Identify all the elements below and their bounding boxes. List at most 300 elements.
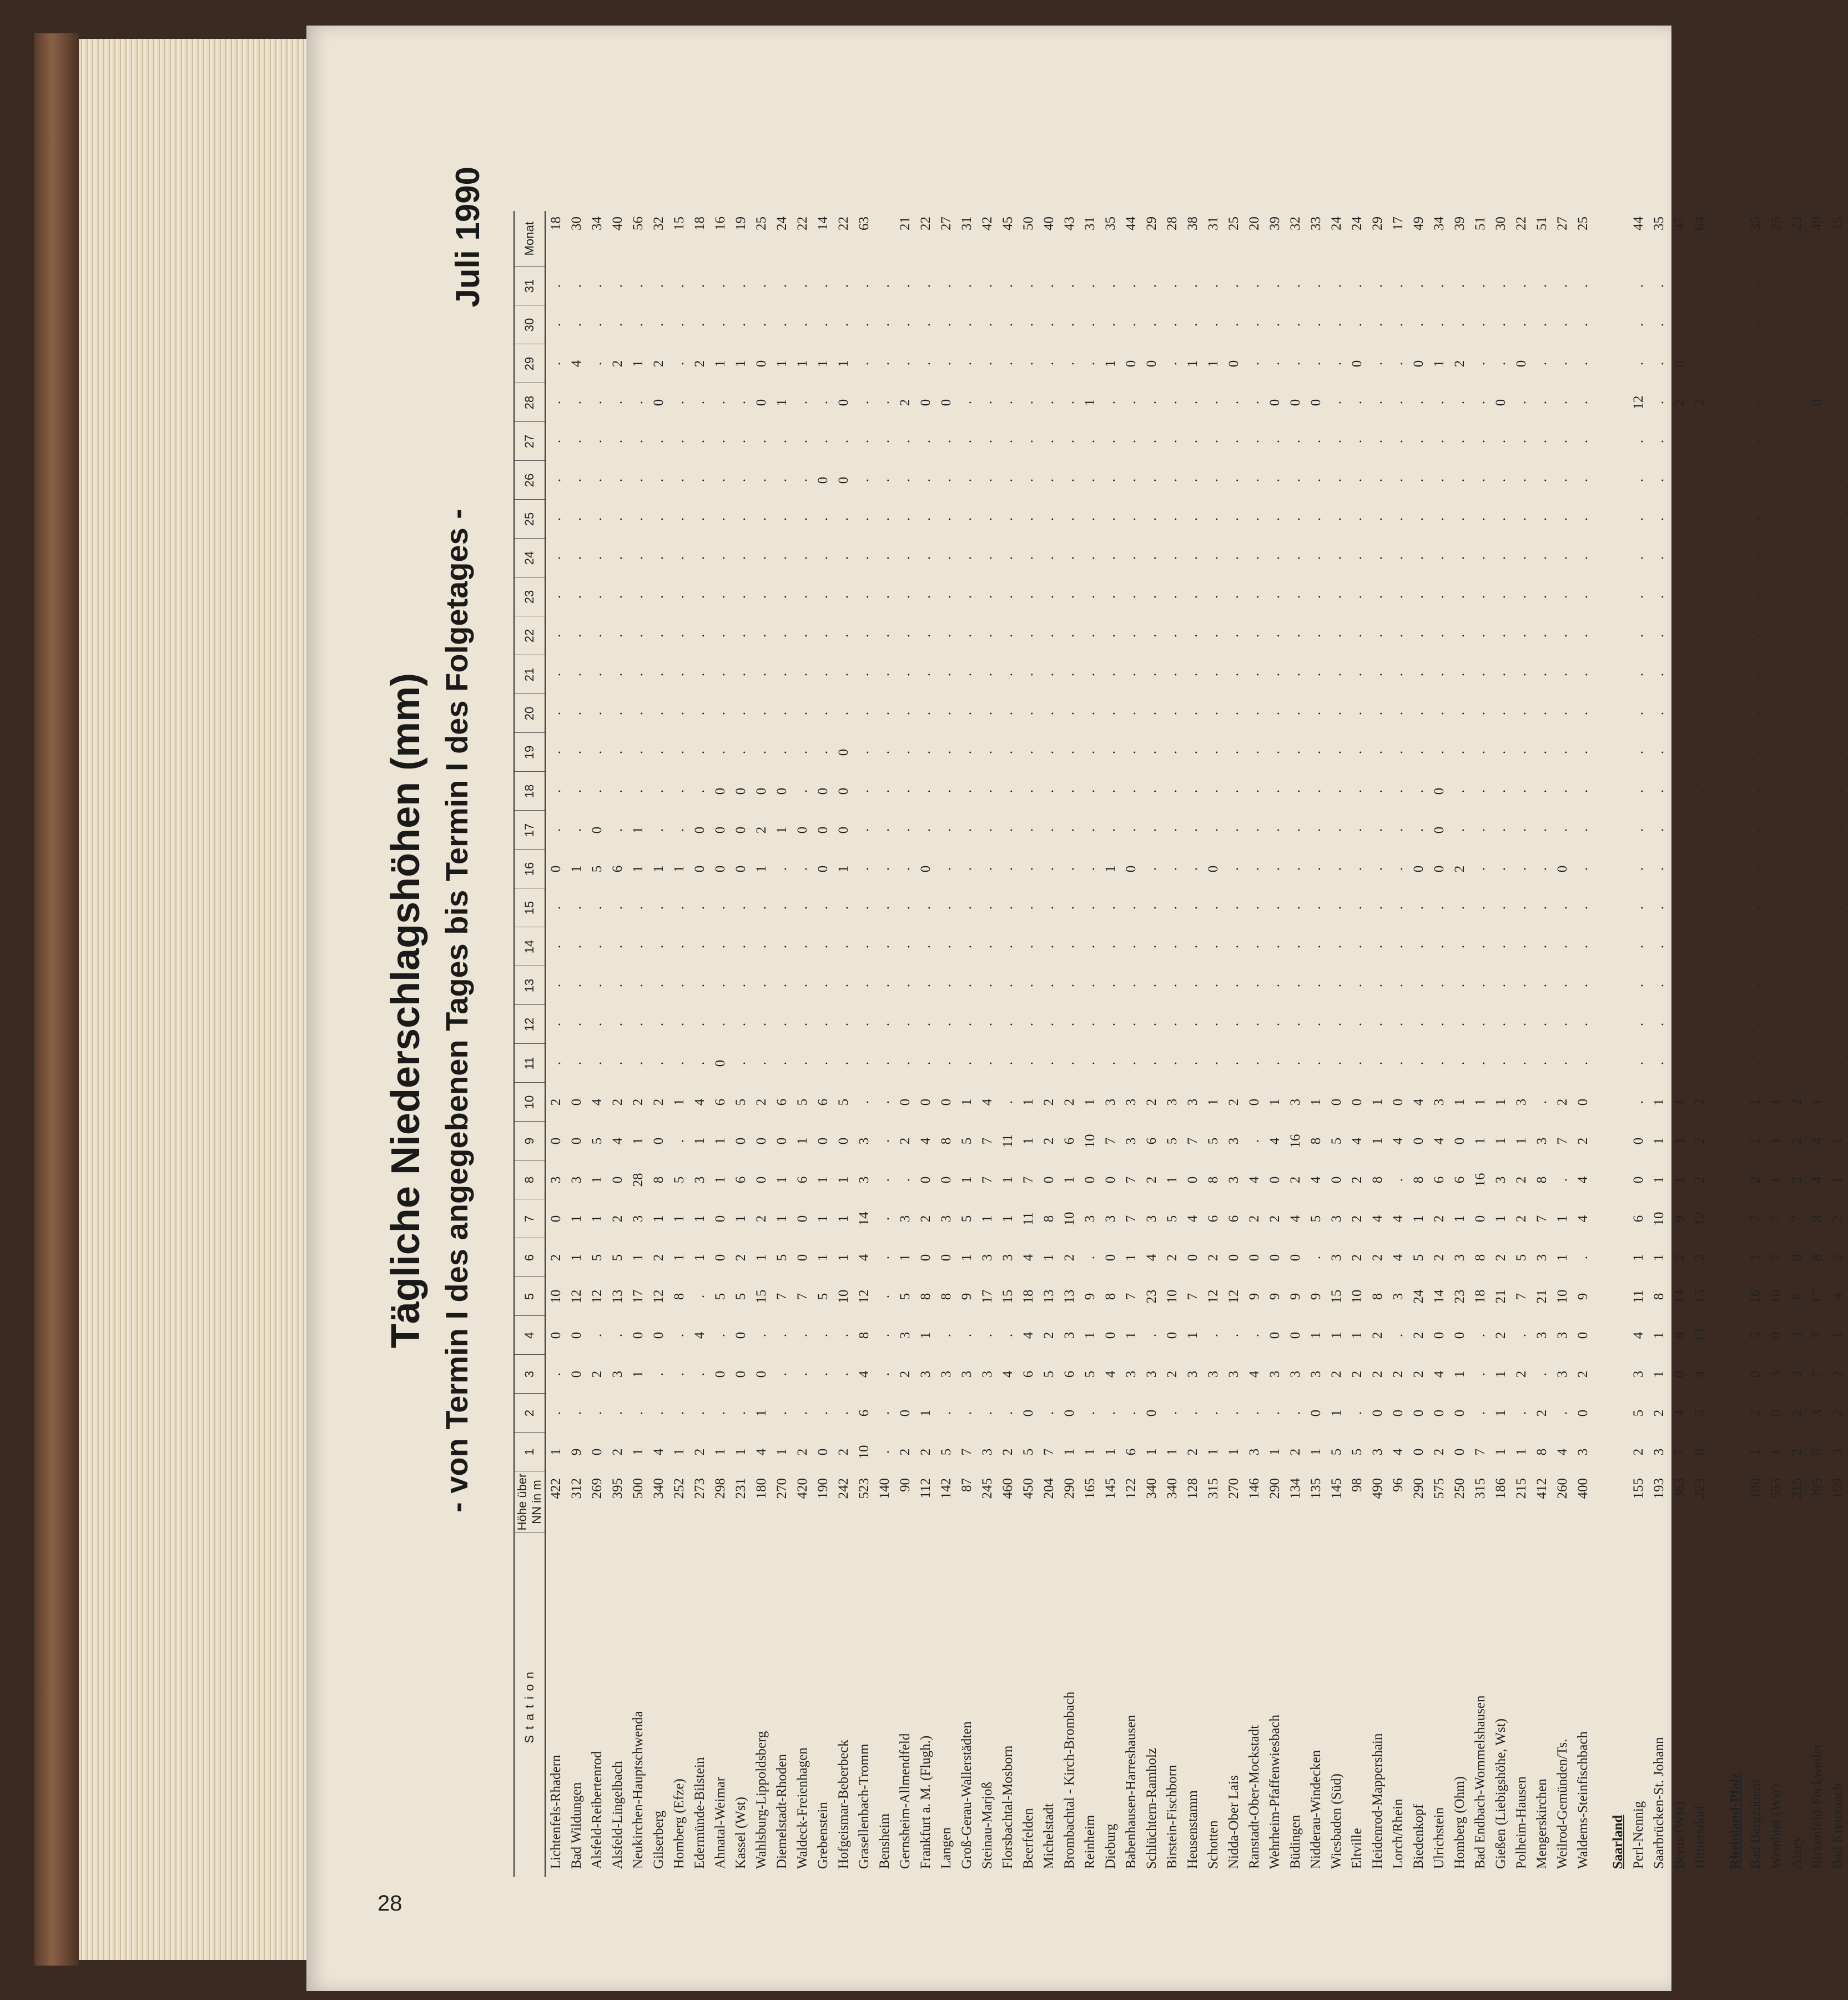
day-column-header: 8 <box>514 1160 545 1199</box>
daily-value: 0 <box>1123 360 1139 368</box>
daily-value: . <box>1185 983 1200 988</box>
daily-value: . <box>712 284 728 288</box>
daily-value: . <box>568 1411 584 1415</box>
month-total: 30 <box>568 217 584 230</box>
station-height: 269 <box>589 1478 605 1499</box>
daily-value: 5 <box>1041 1370 1056 1378</box>
daily-value: . <box>1554 983 1570 988</box>
daily-value: . <box>1748 595 1763 599</box>
daily-value: 9 <box>1671 1215 1687 1223</box>
daily-value: . <box>1575 828 1590 832</box>
daily-value: . <box>1452 906 1467 910</box>
table-row <box>1745 211 1766 1877</box>
daily-value: 1 <box>918 1409 933 1417</box>
daily-value: . <box>1651 906 1666 910</box>
daily-value: . <box>630 672 646 677</box>
daily-value: . <box>1082 1061 1097 1066</box>
daily-value: . <box>835 1372 851 1376</box>
daily-value: 2 <box>1692 1176 1708 1184</box>
daily-value: . <box>1308 1061 1323 1066</box>
daily-value: . <box>1431 1022 1447 1027</box>
daily-value: . <box>692 906 707 910</box>
daily-value: 8 <box>1369 1293 1385 1300</box>
daily-value: . <box>1671 284 1687 288</box>
daily-value: 6 <box>712 1098 728 1106</box>
day-column-header: 22 <box>514 616 545 655</box>
daily-value: . <box>1082 789 1097 793</box>
daily-value: 4 <box>1830 1293 1845 1300</box>
table-row <box>1100 211 1121 1877</box>
daily-value: . <box>1123 944 1139 949</box>
daily-value: . <box>1575 789 1590 793</box>
daily-value: . <box>856 478 872 483</box>
daily-value: . <box>1226 1022 1241 1027</box>
daily-value: . <box>589 556 605 560</box>
daily-value: . <box>1472 1333 1488 1338</box>
daily-value: 1 <box>794 360 810 368</box>
daily-value: . <box>1164 1061 1180 1066</box>
daily-value: 9 <box>1575 1293 1590 1300</box>
daily-value: . <box>568 711 584 716</box>
daily-value: 3 <box>1267 1370 1282 1378</box>
daily-value: . <box>1205 400 1221 405</box>
region-group-label: Rheinland-Pfalz <box>1727 1772 1743 1869</box>
daily-value: . <box>1308 750 1323 755</box>
daily-value: . <box>1102 400 1118 405</box>
station-name: Schlüchtern-Ramholz <box>1144 1748 1159 1869</box>
daily-value: . <box>918 789 933 793</box>
daily-value: . <box>589 323 605 327</box>
daily-value: 0 <box>1144 1409 1159 1417</box>
daily-value: 4 <box>1411 1098 1426 1106</box>
daily-value: . <box>877 439 892 444</box>
daily-value: . <box>1328 556 1344 560</box>
daily-value: . <box>1748 1061 1763 1066</box>
daily-value: . <box>1369 983 1385 988</box>
daily-value: . <box>1328 828 1344 832</box>
daily-value: . <box>1513 983 1529 988</box>
daily-value: . <box>1246 1411 1262 1415</box>
daily-value: . <box>692 1411 707 1415</box>
station-height: 87 <box>959 1478 974 1492</box>
daily-value: . <box>1513 439 1529 444</box>
daily-value: . <box>610 400 625 405</box>
daily-value: 0 <box>733 1370 748 1378</box>
daily-value: . <box>692 672 707 677</box>
daily-value: . <box>815 556 830 560</box>
daily-value: 0 <box>1267 1331 1282 1339</box>
station-height: 273 <box>692 1478 707 1499</box>
daily-value: 0 <box>712 1254 728 1262</box>
daily-value: . <box>1061 672 1077 677</box>
daily-value: 1 <box>1768 1137 1784 1145</box>
daily-value: 1 <box>1102 1448 1118 1456</box>
table-row <box>833 211 854 1877</box>
daily-value: 1 <box>1651 1098 1666 1106</box>
daily-value: . <box>671 595 687 599</box>
daily-value: . <box>733 711 748 716</box>
station-height: 122 <box>1123 1478 1139 1499</box>
daily-value: . <box>671 1061 687 1066</box>
daily-value: 0 <box>1493 399 1508 406</box>
daily-value: . <box>1328 1061 1344 1066</box>
daily-value: 0 <box>1431 826 1447 834</box>
daily-value: . <box>1748 517 1763 521</box>
daily-value: . <box>774 867 789 871</box>
daily-value: . <box>548 750 563 755</box>
daily-value: 0 <box>548 1331 563 1339</box>
daily-value: . <box>1061 750 1077 755</box>
daily-value: 4 <box>1246 1176 1262 1184</box>
daily-value: 14 <box>856 1212 872 1226</box>
daily-value: . <box>1082 906 1097 910</box>
station-name: Bad Bergzabern <box>1748 1779 1763 1869</box>
daily-value: . <box>1267 672 1282 677</box>
daily-value: . <box>1411 323 1426 327</box>
station-name: Wehrheim-Pfaffenwiesbach <box>1267 1715 1282 1869</box>
daily-value: . <box>897 672 913 677</box>
daily-value: . <box>1123 323 1139 327</box>
daily-value: . <box>1102 1022 1118 1027</box>
daily-value: 2 <box>1369 1331 1385 1339</box>
daily-value: 0 <box>733 826 748 834</box>
daily-value: . <box>1102 711 1118 716</box>
daily-value: . <box>794 595 810 599</box>
daily-value: . <box>1431 556 1447 560</box>
daily-value: . <box>1748 634 1763 638</box>
daily-value: . <box>610 478 625 483</box>
daily-value: . <box>1082 284 1097 288</box>
daily-value: 9 <box>568 1448 584 1456</box>
daily-value: . <box>877 1100 892 1104</box>
daily-value: . <box>1349 517 1364 521</box>
daily-value: . <box>1411 556 1426 560</box>
daily-value: . <box>1671 672 1687 677</box>
daily-value: . <box>1287 750 1303 755</box>
daily-value: 2 <box>1041 1137 1056 1145</box>
daily-value: 0 <box>1452 1331 1467 1339</box>
month-total: 35 <box>1102 217 1118 230</box>
daily-value: 1 <box>835 1215 851 1223</box>
daily-value: . <box>1830 439 1845 444</box>
station-name: Polheim-Hausen <box>1513 1776 1529 1869</box>
daily-value: 4 <box>1431 1137 1447 1145</box>
daily-value: . <box>692 517 707 521</box>
month-total: 32 <box>1287 217 1303 230</box>
daily-value: . <box>651 1061 666 1066</box>
daily-value: . <box>1000 517 1015 521</box>
daily-value: . <box>1671 750 1687 755</box>
table-row <box>1285 211 1306 1877</box>
daily-value: . <box>794 750 810 755</box>
daily-value: . <box>753 323 769 327</box>
daily-value: . <box>1267 478 1282 483</box>
daily-value: . <box>1328 944 1344 949</box>
daily-value: . <box>1205 711 1221 716</box>
daily-value: . <box>1390 556 1406 560</box>
month-total: 38 <box>1185 217 1200 230</box>
daily-value: . <box>1692 634 1708 638</box>
daily-value: 7 <box>1768 1215 1784 1223</box>
daily-value: . <box>753 672 769 677</box>
daily-value: . <box>1267 711 1282 716</box>
daily-value: 0 <box>1287 1254 1303 1262</box>
station-name: Gießen (Liebigshöhe, Wst) <box>1493 1718 1508 1869</box>
daily-value: . <box>733 1061 748 1066</box>
daily-value: 1 <box>1308 1098 1323 1106</box>
daily-value: . <box>1267 1061 1282 1066</box>
daily-value: . <box>1472 1372 1488 1376</box>
daily-value: . <box>1267 361 1282 366</box>
daily-value: 1 <box>897 1254 913 1262</box>
daily-value: . <box>979 906 995 910</box>
daily-value: . <box>794 672 810 677</box>
daily-value: . <box>712 556 728 560</box>
daily-value: . <box>794 983 810 988</box>
daily-value: 3 <box>897 1331 913 1339</box>
daily-value: . <box>1349 1022 1364 1027</box>
daily-value: . <box>835 1333 851 1338</box>
daily-value: . <box>548 983 563 988</box>
region-group-row <box>1608 211 1628 1877</box>
daily-value: 0 <box>1123 865 1139 873</box>
daily-value: . <box>774 595 789 599</box>
daily-value: . <box>1041 672 1056 677</box>
daily-value: . <box>1692 750 1708 755</box>
daily-value: . <box>1267 439 1282 444</box>
daily-value: 0 <box>1185 1176 1200 1184</box>
daily-value: . <box>753 634 769 638</box>
daily-value: . <box>815 634 830 638</box>
table-row <box>1532 211 1552 1877</box>
daily-value: 2 <box>610 1448 625 1456</box>
daily-value: . <box>1830 983 1845 988</box>
daily-value: . <box>897 906 913 910</box>
daily-value: . <box>1651 672 1666 677</box>
daily-value: 8 <box>1411 1176 1426 1184</box>
daily-value: . <box>1748 983 1763 988</box>
daily-value: . <box>1308 944 1323 949</box>
daily-value: . <box>1144 711 1159 716</box>
daily-value: 0 <box>918 1098 933 1106</box>
daily-value: 2 <box>1671 399 1687 406</box>
station-height: 422 <box>548 1478 563 1499</box>
daily-value: . <box>938 828 954 832</box>
daily-value: . <box>1534 944 1549 949</box>
table-row <box>1347 211 1367 1877</box>
daily-value: . <box>1020 711 1036 716</box>
daily-value: . <box>815 323 830 327</box>
daily-value: 0 <box>753 1176 769 1184</box>
month-total: 51 <box>1534 217 1549 230</box>
daily-value: . <box>1534 478 1549 483</box>
table-row <box>1511 211 1532 1877</box>
daily-value: . <box>938 595 954 599</box>
daily-value: . <box>548 1411 563 1415</box>
station-height: 190 <box>815 1478 830 1499</box>
station-height: 270 <box>1226 1478 1241 1499</box>
daily-value: 2 <box>651 360 666 368</box>
daily-value: 1 <box>794 1137 810 1145</box>
daily-value: 4 <box>856 1254 872 1262</box>
month-total: 39 <box>1267 217 1282 230</box>
daily-value: . <box>610 284 625 288</box>
daily-value: . <box>856 944 872 949</box>
daily-value: 2 <box>692 1448 707 1456</box>
daily-value: 1 <box>835 1254 851 1262</box>
daily-value: 5 <box>1748 1331 1763 1339</box>
daily-value: . <box>938 672 954 677</box>
daily-value: . <box>1102 284 1118 288</box>
daily-value: . <box>1102 323 1118 327</box>
daily-value: . <box>1554 284 1570 288</box>
daily-value: 2 <box>1493 1331 1508 1339</box>
daily-value: . <box>815 672 830 677</box>
daily-value: . <box>1390 361 1406 366</box>
page-number: 28 <box>377 1891 402 1916</box>
daily-value: . <box>753 1333 769 1338</box>
daily-value: . <box>938 1061 954 1066</box>
daily-value: 4 <box>1144 1254 1159 1262</box>
daily-value: 4 <box>753 1448 769 1456</box>
daily-value: 0 <box>753 787 769 795</box>
daily-value: . <box>1369 478 1385 483</box>
daily-value: 15 <box>1000 1289 1015 1304</box>
daily-value: . <box>1390 284 1406 288</box>
daily-value: 3 <box>1369 1448 1385 1456</box>
daily-value: . <box>1328 517 1344 521</box>
daily-value: . <box>568 906 584 910</box>
daily-value: . <box>1369 828 1385 832</box>
daily-value: . <box>568 400 584 405</box>
daily-value: . <box>1082 750 1097 755</box>
daily-value: . <box>1575 517 1590 521</box>
daily-value: . <box>1830 906 1845 910</box>
daily-value: . <box>1472 556 1488 560</box>
daily-value: 0 <box>794 1254 810 1262</box>
daily-value: 5 <box>589 1137 605 1145</box>
daily-value: 3 <box>1789 1331 1804 1339</box>
daily-value: . <box>1287 1061 1303 1066</box>
daily-value: 0 <box>1575 1331 1590 1339</box>
daily-value: . <box>1554 517 1570 521</box>
daily-value: . <box>918 983 933 988</box>
daily-value: . <box>918 711 933 716</box>
daily-value: . <box>959 750 974 755</box>
daily-value: 2 <box>1513 1215 1529 1223</box>
daily-value: . <box>1472 983 1488 988</box>
day-column-header: 15 <box>514 888 545 927</box>
daily-value: 3 <box>610 1370 625 1378</box>
daily-value: . <box>1082 556 1097 560</box>
daily-value: . <box>1123 595 1139 599</box>
daily-value: . <box>1000 711 1015 716</box>
daily-value: . <box>1575 400 1590 405</box>
daily-value: 0 <box>815 787 830 795</box>
daily-value: . <box>1513 1333 1529 1338</box>
daily-value: . <box>918 750 933 755</box>
daily-value: 3 <box>979 1254 995 1262</box>
daily-value: 21 <box>1534 1289 1549 1304</box>
daily-value: . <box>671 944 687 949</box>
daily-value: . <box>1308 867 1323 871</box>
daily-value: 15 <box>753 1289 769 1304</box>
daily-value: . <box>1452 789 1467 793</box>
daily-value: . <box>1349 789 1364 793</box>
daily-value: . <box>979 1061 995 1066</box>
daily-value: . <box>877 1061 892 1066</box>
daily-value: . <box>938 983 954 988</box>
daily-value: . <box>1431 711 1447 716</box>
daily-value: 1 <box>671 865 687 873</box>
daily-value: 4 <box>1287 1215 1303 1223</box>
daily-value: 14 <box>1671 1289 1687 1304</box>
table-row <box>1807 211 1827 1877</box>
daily-value: . <box>1267 1411 1282 1415</box>
daily-value: 0 <box>1082 1176 1097 1184</box>
daily-value: . <box>1164 867 1180 871</box>
daily-value: 7 <box>979 1137 995 1145</box>
daily-value: . <box>651 517 666 521</box>
day-column-header: 28 <box>514 383 545 422</box>
daily-value: 2 <box>610 360 625 368</box>
daily-value: . <box>712 439 728 444</box>
daily-value: . <box>548 944 563 949</box>
daily-value: . <box>610 439 625 444</box>
daily-value: 6 <box>1020 1370 1036 1378</box>
daily-value: 2 <box>897 1448 913 1456</box>
daily-value: . <box>1651 944 1666 949</box>
daily-value: . <box>1164 400 1180 405</box>
daily-value: . <box>1369 1061 1385 1066</box>
daily-value: . <box>1328 1022 1344 1027</box>
month-total: 49 <box>1411 217 1426 230</box>
daily-value: . <box>692 944 707 949</box>
daily-value: 11 <box>1000 1134 1015 1148</box>
daily-value: . <box>1205 1022 1221 1027</box>
daily-value: . <box>1789 556 1804 560</box>
daily-value: . <box>671 400 687 405</box>
month-total: 40 <box>610 217 625 230</box>
daily-value: 1 <box>959 1254 974 1262</box>
daily-value: . <box>979 944 995 949</box>
daily-value: . <box>1185 556 1200 560</box>
daily-value: . <box>1630 284 1646 288</box>
daily-value: . <box>1390 672 1406 677</box>
daily-value: . <box>1830 1100 1845 1104</box>
month-total: 33 <box>1308 217 1323 230</box>
daily-value: . <box>959 361 974 366</box>
daily-value: . <box>1000 906 1015 910</box>
daily-value: 2 <box>1287 1176 1303 1184</box>
daily-value: . <box>753 983 769 988</box>
daily-value: . <box>979 828 995 832</box>
daily-value: . <box>1390 439 1406 444</box>
daily-value: . <box>979 1411 995 1415</box>
daily-value: . <box>1513 1411 1529 1415</box>
daily-value: . <box>671 556 687 560</box>
daily-value: 0 <box>1452 1137 1467 1145</box>
day-column-header: 29 <box>514 344 545 383</box>
daily-value: 5 <box>1411 1254 1426 1262</box>
daily-value: 1 <box>815 1176 830 1184</box>
daily-value: . <box>835 517 851 521</box>
daily-value: . <box>1123 439 1139 444</box>
daily-value: . <box>1748 478 1763 483</box>
daily-value: . <box>794 944 810 949</box>
daily-value: 2 <box>733 1254 748 1262</box>
daily-value: . <box>1768 439 1784 444</box>
